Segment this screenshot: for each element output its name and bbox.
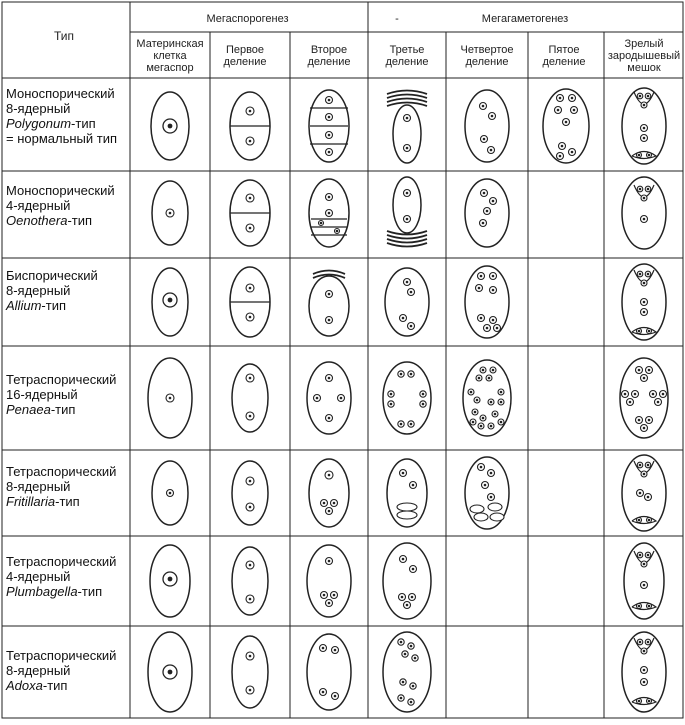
sac-outline [232,547,268,615]
sac-outline [232,636,268,708]
nucleolus [412,568,415,571]
nucleolus [639,641,642,644]
nucleolus [249,197,252,200]
nucleolus [482,417,485,420]
nucleolus [624,393,627,396]
nucleolus [328,293,331,296]
row-label-allium: Биспорический 8-ядерный Allium-тип [6,268,98,313]
nucleolus [643,563,646,566]
nucleolus [406,192,409,195]
nucleolus [638,700,641,703]
nucleolus [322,691,325,694]
nucleolus [402,558,405,561]
nucleolus [411,596,414,599]
nucleolus [328,417,331,420]
nucleolus [492,275,495,278]
nucleolus [168,577,173,582]
nucleolus [488,377,491,380]
nucleolus [328,474,331,477]
nucleolus [648,519,651,522]
nucleolus [328,560,331,563]
nucleolus [647,641,650,644]
nucleolus [400,373,403,376]
nucleolus [639,554,642,557]
nucleolus [249,480,252,483]
nucleolus [629,401,632,404]
nucleolus [565,121,568,124]
nucleolus [643,127,646,130]
nucleus [397,503,417,511]
nucleolus [249,506,252,509]
nucleolus [249,287,252,290]
sac-outline [309,276,349,336]
nucleolus [476,399,479,402]
nucleolus [410,645,413,648]
nucleolus [573,109,576,112]
nucleolus [638,330,641,333]
nucleolus [249,140,252,143]
degenerated-megaspore [387,239,427,243]
nucleolus [336,230,339,233]
nucleolus [480,425,483,428]
nucleolus [410,325,413,328]
nucleolus [494,413,497,416]
nucleolus [647,464,650,467]
row-label-fritillaria: Тетраспорический 8-ядерный Fritillaria-тип [6,464,117,509]
nucleolus [559,155,562,158]
sac-outline [393,105,421,163]
nucleolus [643,137,646,140]
nucleolus [561,145,564,148]
nucleolus [483,138,486,141]
nucleolus [482,222,485,225]
nucleolus [643,218,646,221]
degenerated-megaspore [387,235,427,239]
nucleolus [638,154,641,157]
col-header-second-division: Второе деление [307,44,351,68]
nucleolus [490,149,493,152]
nucleolus [328,134,331,137]
row-label-plumbagella: Тетраспорический 4-ядерный Plumbagella-тип [6,554,117,599]
nucleolus [168,124,173,129]
nucleolus [406,604,409,607]
nucleolus [643,427,646,430]
nucleolus [414,657,417,660]
degenerated-megaspore [387,243,427,247]
nucleolus [643,197,646,200]
nucleolus [316,397,319,400]
nucleolus [474,411,477,414]
nucleolus [402,317,405,320]
nucleolus [647,188,650,191]
degenerated-megaspore [387,91,427,95]
nucleolus [639,492,642,495]
nucleolus [249,564,252,567]
nucleus [397,511,417,519]
nucleolus [400,697,403,700]
nucleolus [490,472,493,475]
nucleolus [333,502,336,505]
nucleolus [412,484,415,487]
nucleolus [323,594,326,597]
nucleolus [480,317,483,320]
nucleolus [470,391,473,394]
nucleolus [643,669,646,672]
nucleolus [643,311,646,314]
nucleolus [328,99,331,102]
nucleolus [638,605,641,608]
nucleolus [647,554,650,557]
nucleolus [328,510,331,513]
nucleolus [638,419,641,422]
nucleolus [482,105,485,108]
type-header: Тип [53,29,74,43]
nucleolus [478,377,481,380]
nucleolus [422,393,425,396]
nucleolus [249,598,252,601]
row-label-oenothera: Моноспорический 4-ядерный Oenothera-тип [6,183,115,228]
col-header-third-division: Третье деление [385,44,429,68]
nucleolus [169,492,172,495]
nucleolus [480,466,483,469]
degenerated-megaspore [387,99,427,103]
nucleolus [492,289,495,292]
nucleolus [643,104,646,107]
nucleolus [639,95,642,98]
nucleolus [400,423,403,426]
nucleolus [638,369,641,372]
nucleolus [169,212,172,215]
nucleolus [249,110,252,113]
nucleolus [333,594,336,597]
nucleolus [643,473,646,476]
nucleolus [249,415,252,418]
nucleolus [168,298,173,303]
megagametogenesis-header: Мегагаметогенез [481,13,569,25]
nucleolus [483,192,486,195]
nucleolus [328,319,331,322]
nucleolus [406,117,409,120]
nucleolus [168,670,173,675]
nucleolus [643,650,646,653]
col-header-mature-sac: Зрелый зародышевый мешок [607,38,681,74]
col-header-first-division: Первое деление [223,44,267,68]
nucleolus [410,373,413,376]
nucleolus [490,425,493,428]
col-header-fifth-division: Пятое деление [542,44,586,68]
col-header-mother-cell: Материнская клетка мегаспор [136,38,204,74]
nucleolus [328,116,331,119]
degenerated-megaspore [387,95,427,99]
header-dash: - [395,13,399,25]
nucleolus [402,681,405,684]
nucleolus [571,97,574,100]
nucleolus [328,151,331,154]
row-label-penaea: Тетраспорический 16-ядерный Penaea-тип [6,372,117,417]
megasporogenesis-header: Мегаспорогенез [206,13,289,25]
nucleolus [406,147,409,150]
nucleolus [322,647,325,650]
nucleolus [472,421,475,424]
nucleolus [648,369,651,372]
nucleolus [249,655,252,658]
nucleolus [657,401,660,404]
nucleolus [500,401,503,404]
nucleolus [652,393,655,396]
degenerated-cell [313,271,345,275]
sac-outline [383,362,431,434]
sac-outline [463,360,511,436]
nucleolus [406,281,409,284]
nucleolus [647,95,650,98]
nucleolus [490,401,493,404]
nucleolus [390,393,393,396]
nucleolus [406,218,409,221]
nucleolus [662,393,665,396]
nucleolus [491,115,494,118]
nucleolus [169,397,172,400]
nucleolus [404,653,407,656]
nucleolus [557,109,560,112]
nucleolus [648,330,651,333]
nucleolus [478,287,481,290]
nucleolus [648,700,651,703]
nucleolus [410,701,413,704]
nucleolus [643,584,646,587]
nucleus [470,505,484,513]
nucleolus [480,275,483,278]
nucleus [474,513,488,521]
nucleolus [328,212,331,215]
nucleolus [249,377,252,380]
nucleolus [334,649,337,652]
nucleolus [500,421,503,424]
nucleus [490,513,504,521]
nucleolus [639,464,642,467]
nucleolus [402,472,405,475]
nucleolus [340,397,343,400]
nucleolus [648,154,651,157]
nucleus [488,503,502,511]
sac-outline [307,634,351,710]
nucleolus [422,403,425,406]
nucleolus [410,423,413,426]
nucleolus [484,484,487,487]
nucleolus [492,369,495,372]
nucleolus [400,641,403,644]
sac-outline [622,177,666,249]
nucleolus [328,196,331,199]
sac-outline [232,461,268,525]
nucleolus [410,291,413,294]
sac-outline [309,459,349,527]
nucleolus [643,377,646,380]
nucleolus [638,519,641,522]
nucleolus [249,316,252,319]
nucleolus [496,327,499,330]
nucleolus [486,210,489,213]
nucleolus [559,97,562,100]
nucleolus [492,319,495,322]
col-header-fourth-division: Четвертое деление [460,44,514,68]
nucleolus [643,282,646,285]
nucleolus [401,596,404,599]
nucleolus [647,496,650,499]
nucleolus [490,496,493,499]
nucleolus [634,393,637,396]
nucleolus [486,327,489,330]
row-label-adoxa: Тетраспорический 8-ядерный Adoxa-тип [6,648,117,693]
sac-outline [465,90,509,162]
nucleolus [328,377,331,380]
nucleolus [249,227,252,230]
nucleolus [643,681,646,684]
nucleolus [482,369,485,372]
nucleolus [647,273,650,276]
nucleolus [334,695,337,698]
sac-outline [393,177,421,233]
nucleolus [412,685,415,688]
nucleolus [648,419,651,422]
sac-outline [383,632,431,712]
nucleolus [648,605,651,608]
nucleolus [249,689,252,692]
nucleolus [639,188,642,191]
nucleolus [390,403,393,406]
nucleolus [571,151,574,154]
nucleolus [643,301,646,304]
nucleolus [320,222,323,225]
nucleolus [492,200,495,203]
nucleolus [323,502,326,505]
nucleolus [639,273,642,276]
nucleolus [500,391,503,394]
nucleolus [328,602,331,605]
row-label-polygonum: Моноспорический 8-ядерный Polygonum-тип = нормальный тип [6,86,118,146]
